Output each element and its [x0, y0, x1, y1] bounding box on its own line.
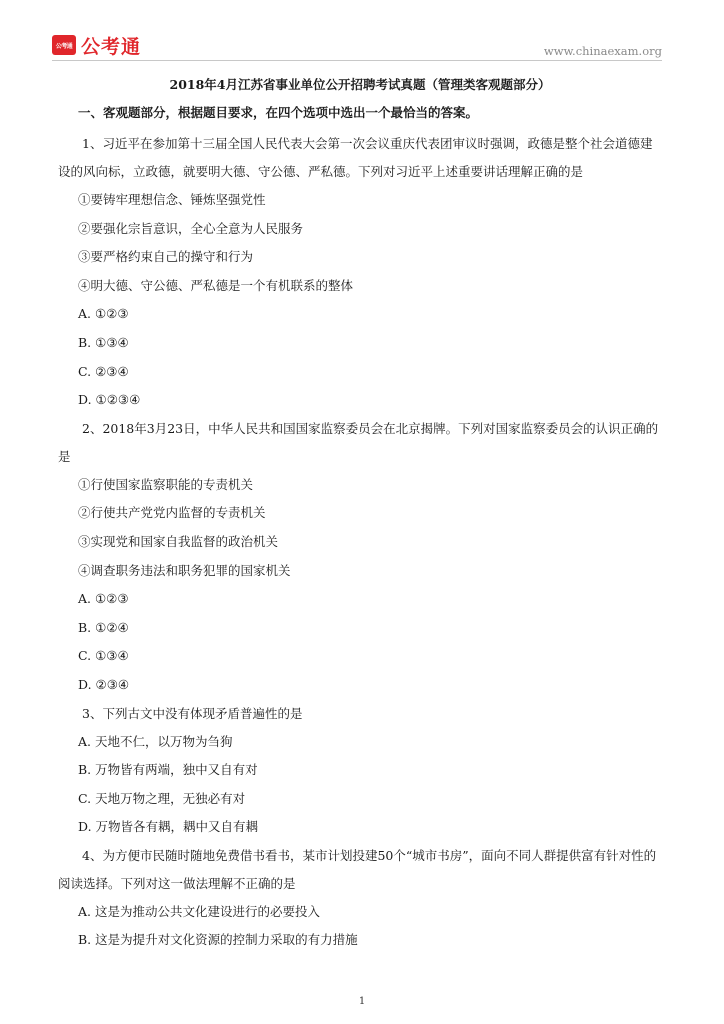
statement-item: ④调查职务违法和职务犯罪的国家机关 — [78, 562, 291, 578]
statement-item: ①行使国家监察职能的专责机关 — [78, 476, 254, 492]
question-3 — [58, 700, 662, 842]
statement-item: ①要铸牢理想信念、锤炼坚强党性 — [78, 192, 266, 207]
answer-option: C. ②③④ — [78, 363, 129, 379]
document-body — [58, 76, 662, 955]
statement-item: ②要强化宗旨意识，全心全意为人民服务 — [78, 220, 304, 236]
question-4 — [58, 842, 662, 955]
answer-option: C. 天地万物之理，无独必有对 — [78, 790, 246, 806]
question-stem: 1、习近平在参加第十三届全国人民代表大会第一次会议重庆代表团审议时强调，政德是整个社会道德建设的风向标，立政德，就要明大德、守公德、严私德。下列对习近平上述重要讲话理解正确的是 — [58, 136, 653, 179]
answer-option: A. ①②③ — [78, 591, 129, 607]
statement-item: ④明大德、守公德、严私德是一个有机联系的整体 — [78, 277, 354, 293]
answer-option: C. ①③④ — [78, 648, 129, 664]
question-1 — [58, 130, 662, 415]
answer-option: A. 天地不仁，以万物为刍狗 — [78, 733, 233, 749]
logo-text: 公考通 — [81, 35, 142, 58]
answer-option: A. ①②③ — [78, 306, 129, 322]
question-2 — [58, 415, 662, 700]
answer-option: A. 这是为推动公共文化建设进行的必要投入 — [78, 903, 320, 919]
statement-item: ②行使共产党党内监督的专责机关 — [78, 505, 266, 521]
question-stem: 4、为方便市民随时随地免费借书看书，某市计划投建50个“城市书房”，面向不同人群提供富有针对性的阅读选择。下列对这一做法理解不正确的是 — [58, 847, 657, 891]
answer-option: D. 万物皆各有耦，耦中又自有耦 — [78, 819, 259, 835]
page-header — [0, 0, 724, 64]
question-stem: 3、下列古文中没有体现矛盾普遍性的是 — [82, 705, 303, 721]
page-number: 1 — [358, 996, 366, 1007]
answer-option: D. ①②③④ — [78, 392, 141, 408]
statement-item: ③实现党和国家自我监督的政治机关 — [78, 533, 279, 549]
section-heading: 一、客观题部分，根据题目要求，在四个选项中选出一个最恰当的答案。 — [78, 105, 479, 120]
answer-option: D. ②③④ — [78, 676, 130, 692]
header-divider — [52, 60, 662, 61]
statement-item: ③要严格约束自己的操守和行为 — [78, 249, 254, 265]
answer-option: B. 万物皆有两端，独中又自有对 — [78, 762, 258, 778]
site-url[interactable]: www.chinaexam.org — [543, 44, 662, 58]
logo-badge-icon: 公考通 — [52, 35, 76, 55]
document-title: 2018年4月江苏省事业单位公开招聘考试真题（管理类客观题部分） — [169, 77, 551, 92]
answer-option: B. ①③④ — [78, 334, 129, 350]
brand-logo[interactable] — [52, 34, 141, 56]
question-stem: 2、2018年3月23日，中华人民共和国国家监察委员会在北京揭牌。下列对国家监察委员会的认识正确的是 — [58, 420, 659, 464]
answer-option: B. ①②④ — [78, 619, 129, 635]
answer-option: B. 这是为提升对文化资源的控制力采取的有力措施 — [78, 932, 358, 948]
